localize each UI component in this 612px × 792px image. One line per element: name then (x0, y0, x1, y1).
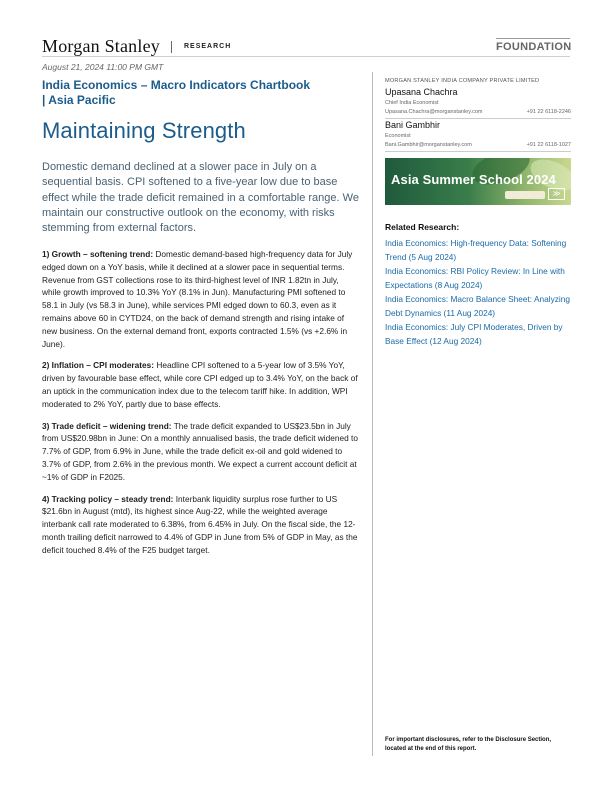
section-body: Domestic demand-based high-frequency data for July edged down on a YoY basis, while it declined at a slower pace in sequential terms. Revenue from GST collections rose to its third-highest level of INR 1.82tn in July, while growth improved to 10.3% YoY (8.1% in Jun). Manufacturing PMI softened to 58.1 in July (vs 58.3 in June), while services PMI edged down to 60.3, even as it remains above 60 in CYTD24, on the back of demand strength and rising intake of new business. On the external demand front, exports contracted 1.5% (vs +2.6% in June). (42, 249, 353, 349)
brand-logo: Morgan Stanley (42, 36, 160, 56)
section-title: 4) Tracking policy – steady trend: (42, 493, 174, 504)
analyst-divider (385, 118, 571, 119)
badge-rule (496, 38, 570, 39)
double-chevron-right-icon[interactable]: ≫ (548, 188, 565, 200)
page-title: Maintaining Strength (42, 118, 246, 143)
analyst-divider (385, 151, 571, 152)
report-series-title-line1: India Economics – Macro Indicators Chartbook (42, 78, 311, 92)
company-name: MORGAN STANLEY INDIA COMPANY PRIVATE LIMITED (385, 78, 540, 84)
related-research-heading: Related Research: (385, 222, 460, 232)
section-title: 1) Growth – softening trend: (42, 249, 154, 259)
analyst-card (385, 120, 571, 152)
analyst-email-link[interactable]: Bani.Gambhir@morganstanley.com (385, 142, 472, 148)
analyst-role: Chief India Economist (385, 100, 439, 106)
analyst-role: Economist (385, 133, 411, 139)
analyst-card (385, 87, 571, 119)
analyst-contact (385, 142, 571, 148)
report-series-title-line2: | Asia Pacific (42, 93, 116, 107)
analyst-name: Bani Gambhir (385, 120, 441, 130)
logo-divider (171, 41, 172, 53)
summer-school-banner[interactable] (385, 158, 571, 205)
section-policy (42, 493, 358, 557)
related-research-link[interactable]: India Economics: July CPI Moderates, Driven by Base Effect (12 Aug 2024) (385, 322, 563, 346)
banner-title: Asia Summer School 2024 (391, 172, 556, 187)
section-title: 3) Trade deficit – widening trend: (42, 420, 172, 431)
column-divider (372, 72, 373, 756)
report-series-title (42, 78, 362, 108)
related-research-link[interactable]: India Economics: High-frequency Data: Softening Trend (5 Aug 2024) (385, 238, 567, 262)
section-body: The trade deficit expanded to US$23.5bn in July from US$20.98bn in June: On a monthly annualised basis, the trade deficit widened to 7.7% of GDP, from 6.9% in June, while the trade deficit ex-oil and gold widened to 3.7% of GDP, from 2.6% in the previous month. We expect a current account deficit at ~1% of GDP in F2025. (42, 420, 358, 482)
related-research-link[interactable]: India Economics: Macro Balance Sheet: Analyzing Debt Dynamics (11 Aug 2024) (385, 294, 570, 318)
analyst-name: Upasana Chachra (385, 87, 458, 97)
report-summary: Domestic demand declined at a slower pace in July on a sequential basis. CPI softened to a five-year low due to base effect while the trade deficit remained in a comfortable range. We maintain our constructive outlook on the economy, with risks stemming from external factors. (42, 161, 359, 235)
section-inflation (42, 359, 358, 410)
header-divider (42, 56, 570, 57)
disclosure-note: For important disclosures, refer to the Disclosure Section, located at the end of this report. (385, 737, 552, 752)
related-research-list (385, 236, 575, 348)
analyst-phone: +91 22 6118-2246 (526, 109, 571, 115)
foundation-badge: FOUNDATION (496, 41, 572, 53)
section-body: Interbank liquidity surplus rose further to US $21.6bn in August (mtd), its highest since Aug-22, while the weighted average interbank call rate moderated to 6.38%, from 6.45% in July. On the fiscal side, the 12-month trailing deficit narrowed to 4.4% of GDP in June from 5% of GDP in May, as the deficit touched 8.4% of the F25 budget target. (42, 493, 358, 555)
division-label: RESEARCH (184, 43, 232, 50)
section-body: Headline CPI softened to a 5-year low of 3.5% YoY, driven by favourable base effect, while core CPI edged up to 3.4% YoY, on the back of an uptick in the communication index due to the telecom tariff hike. In addition, WPI moderated to 2% YoY, partly due to base effects. (42, 360, 358, 409)
report-date: August 21, 2024 11:00 PM GMT (42, 62, 164, 72)
analyst-contact (385, 109, 571, 115)
analyst-email-link[interactable]: Upasana.Chachra@morganstanley.com (385, 109, 483, 115)
analyst-phone: +91 22 6118-1027 (526, 142, 571, 148)
related-research-link[interactable]: India Economics: RBI Policy Review: In Line with Expectations (8 Aug 2024) (385, 266, 565, 290)
section-trade-deficit (42, 420, 358, 484)
report-sections (42, 248, 358, 566)
section-title: 2) Inflation – CPI moderates: (42, 360, 155, 371)
banner-book-image (505, 191, 545, 199)
section-growth (42, 248, 358, 350)
